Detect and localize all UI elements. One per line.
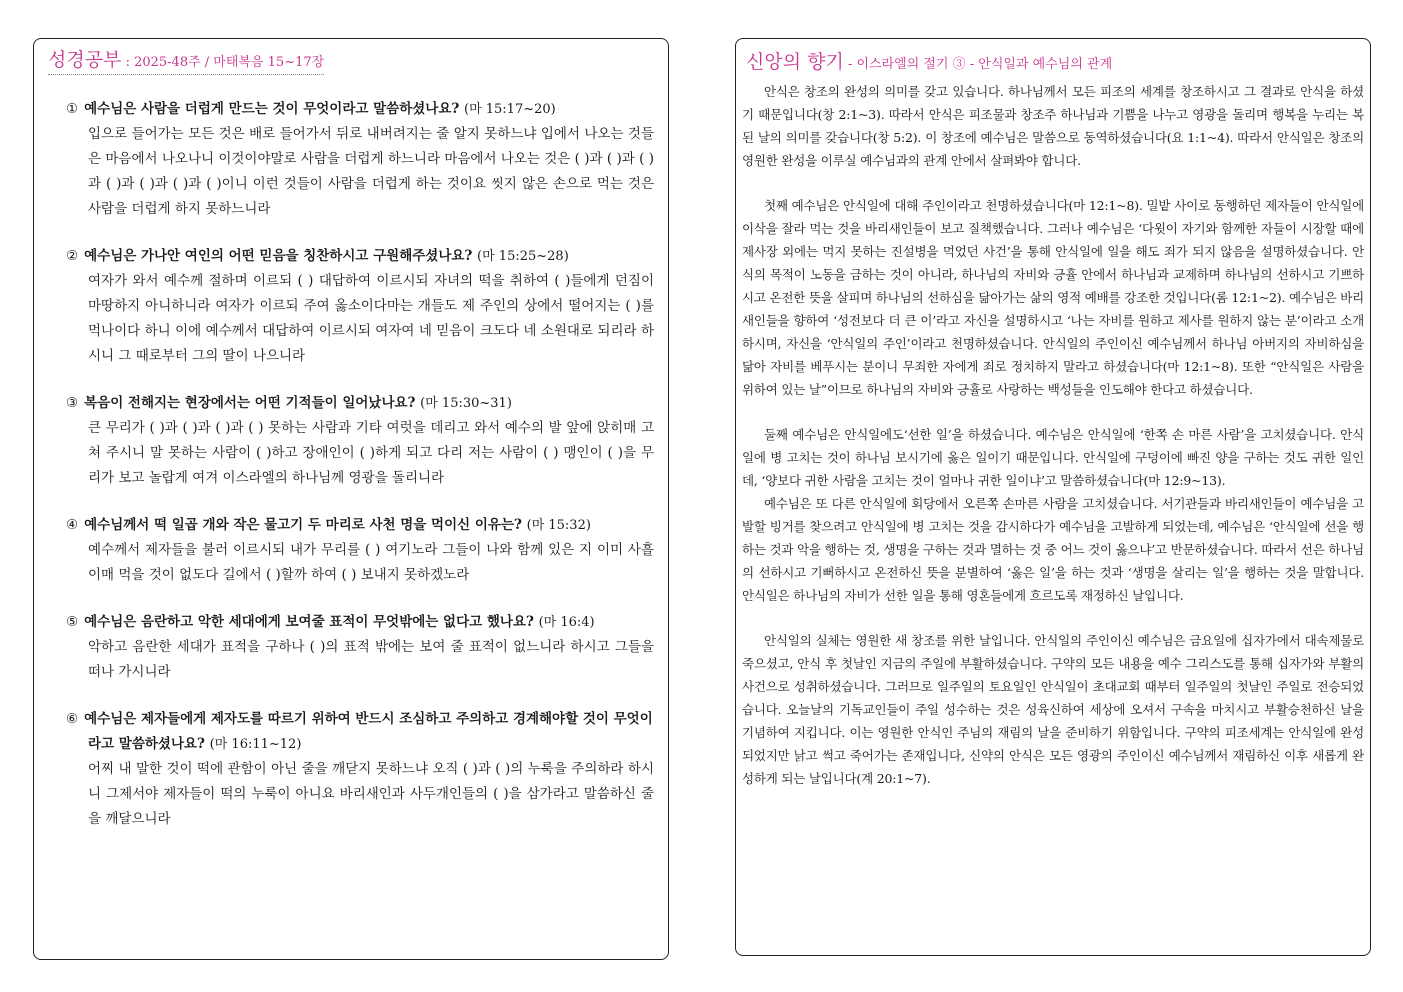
- question-ref: (마 15:25~28): [477, 249, 569, 264]
- question-number: ①: [66, 101, 79, 117]
- question-ref: (마 15:30~31): [420, 396, 512, 411]
- article-paragraph: 둘째 예수님은 안식일에도‘선한 일’을 하셨습니다. 예수님은 안식일에 ‘한쪽 손 마른 사람’을 고치셨습니다. 안식일에 병 고치는 것이 하나님 보시기에 옳은 일이기 때문입니다. 안식일에 구덩이에 빠진 양을 구하는 것도 귀한 일인데, ‘양보다 귀한 사람을 고치는 것이 얼마나 귀한 일이냐’고 말씀하셨습니다(마 12:9~13).: [742, 427, 1364, 488]
- question-5: [66, 610, 654, 685]
- question-title: 예수님께서 떡 일곱 개와 작은 물고기 두 마리로 사천 명을 먹이신 이유는?: [84, 517, 522, 533]
- question-1: [66, 97, 654, 222]
- question-number: ⑥: [66, 711, 79, 727]
- question-6: [66, 707, 654, 832]
- question-title: 복음이 전해지는 현장에서는 어떤 기적들이 일어났나요?: [84, 395, 416, 411]
- question-number: ③: [66, 395, 79, 411]
- question-ref: (마 15:32): [526, 518, 591, 533]
- question-body: 큰 무리가 ( )과 ( )과 ( )과 ( ) 못하는 사람과 기타 여럿을 데리고 와서 예수의 발 앞에 앉히매 고쳐 주시니 말 못하는 사람이 ( )하고 장애인이 ( )하게 되고 다리 저는 사람이 ( ) 맹인이 ( )을 무리가 보고 놀랍게 여겨 이스라엘의 하나님께 영광을 돌리니라: [88, 420, 654, 486]
- question-body: 여자가 와서 예수께 절하며 이르되 ( ) 대답하여 이르시되 자녀의 떡을 취하여 ( )들에게 던짐이 마땅하지 아니하니라 여자가 이르되 주여 옳소이다마는 개들도 제 주인의 상에서 떨어지는 ( )를 먹나이다 하니 이에 예수께서 대답하여 이르시되 여자여 네 믿음이 크도다 네 소원대로 되리라 하시니 그 때로부터 그의 딸이 나으니라: [88, 273, 654, 364]
- bible-study-title: 성경공부: [48, 49, 122, 71]
- article-paragraph: 안식일의 실체는 영원한 새 창조를 위한 날입니다. 안식일의 주인이신 예수님은 금요일에 십자가에서 대속제물로 죽으셨고, 안식 후 첫날인 지금의 주일에 부활하셨습니다. 구약의 모든 내용을 예수 그리스도를 통해 십자가와 부활의 사건으로 성취하셨습니다. 그러므로 일주일의 토요일인 안식일이 초대교회 때부터 일주일의 첫날인 주일로 전승되었습니다. 오늘날의 기독교인들이 주일 성수하는 것은 성육신하여 세상에 오셔서 구속을 마치시고 부활승천하신 날을 기념하여 지킵니다. 이는 영원한 안식인 주님의 재림의 날을 준비하기 위함입니다. 구약의 피조세계는 안식일에 완성되었지만 낡고 썩고 죽어가는 존재입니다, 신약의 안식은 모든 영광의 주인이신 예수님께서 재림하신 이후 새롭게 완성하게 되는 날입니다(계 20:1~7).: [742, 633, 1364, 786]
- question-title: 예수님은 제자들에게 제자도를 따르기 위하여 반드시 조심하고 주의하고 경계해야할 것이 무엇이라고 말씀하셨나요?: [84, 711, 653, 752]
- question-4: [66, 513, 654, 588]
- bible-study-header: [48, 45, 324, 75]
- faith-article-subtitle: - 이스라엘의 절기 ③ - 안식일과 예수님의 관계: [847, 57, 1113, 72]
- question-ref: (마 16:11~12): [209, 737, 302, 752]
- question-3: [66, 391, 654, 491]
- faith-article-header: [746, 47, 1364, 74]
- question-2: [66, 244, 654, 369]
- question-body: 어찌 내 말한 것이 떡에 관함이 아닌 줄을 깨닫지 못하느냐 오직 ( )과 ( )의 누룩을 주의하라 하시니 그제서야 제자들이 떡의 누룩이 아니요 바리새인과 사두개인들의 ( )을 삼가라고 말씀하신 줄을 깨달으니라: [88, 761, 654, 827]
- bible-study-panel: [33, 38, 669, 960]
- question-number: ⑤: [66, 614, 79, 630]
- question-number: ②: [66, 248, 79, 264]
- question-title: 예수님은 음란하고 악한 세대에게 보여줄 표적이 무엇밖에는 없다고 했나요?: [84, 614, 534, 630]
- question-ref: (마 16:4): [538, 615, 595, 630]
- faith-article-title: 신앙의 향기: [746, 51, 844, 73]
- faith-article-panel: [735, 38, 1371, 956]
- question-ref: (마 15:17~20): [464, 102, 556, 117]
- question-body: 악하고 음란한 세대가 표적을 구하나 ( )의 표적 밖에는 보여 줄 표적이 없느니라 하시고 그들을 떠나 가시니라: [88, 639, 654, 680]
- question-title: 예수님은 사람을 더럽게 만드는 것이 무엇이라고 말씀하셨나요?: [84, 101, 460, 117]
- article-paragraph: 첫째 예수님은 안식일에 대해 주인이라고 천명하셨습니다(마 12:1~8). 밀밭 사이로 동행하던 제자들이 안식일에 이삭을 잘라 먹는 것을 바리새인들이 보고 질책했습니다. 그러나 예수님은 ‘다윗이 자기와 함께한 자들이 시장할 때에 제사장 외에는 먹지 못하는 진설병을 먹었던 사건’을 통해 안식일에 일을 해도 죄가 되지 않음을 설명하셨습니다. 안식의 목적이 노동을 금하는 것이 아니라, 하나님의 자비와 긍휼 안에서 하나님과 교제하며 하나님의 선하시고 기쁘하시고 온전한 뜻을 살피며 하나님의 선하심을 닮아가는 삶의 영적 예배를 강조한 것입니다(롬 12:1~2). 예수님은 바리새인들을 향하여 ‘성전보다 더 큰 이’라고 자신을 설명하시고 ‘나는 자비를 원하고 제사를 원하지 않는 분’이라고 소개하시며, 자신을 ‘안식일의 주인’이라고 천명하셨습니다. 안식일의 주인이신 예수님께서 하나님 아버지의 자비하심을 닮아 자비를 베푸시는 분이니 무죄한 자에게 죄로 정치하지 말라고 하셨습니다(마 12:1~8). 또한 “안식일은 사람을 위하여 있는 날”이므로 하나님의 자비와 긍휼로 사랑하는 백성들을 인도해야 한다고 하셨습니다.: [742, 198, 1364, 397]
- question-body: 예수께서 제자들을 불러 이르시되 내가 무리를 ( ) 여기노라 그들이 나와 함께 있은 지 이미 사흘이매 먹을 것이 없도다 길에서 ( )할까 하여 ( ) 보내지 못하겠노라: [88, 542, 654, 583]
- question-title: 예수님은 가나안 여인의 어떤 믿음을 칭찬하시고 구원해주셨나요?: [84, 248, 473, 264]
- bible-study-subtitle: : 2025-48주 / 마태복음 15~17장: [125, 55, 325, 70]
- question-body: 입으로 들어가는 모든 것은 배로 들어가서 뒤로 내버려지는 줄 알지 못하느냐 입에서 나오는 것들은 마음에서 나오나니 이것이야말로 사람을 더럽게 하느니라 마음에서 나오는 것은 ( )과 ( )과 ( )과 ( )과 ( )과 ( )과 ( )이니 이런 것들이 사람을 더럽게 하는 것이요 씻지 않은 손으로 먹는 것은 사람을 더럽게 하지 못하느니라: [88, 126, 654, 217]
- question-number: ④: [66, 517, 79, 533]
- article-paragraph: 예수님은 또 다른 안식일에 회당에서 오른쪽 손마른 사람을 고치셨습니다. 서기관들과 바리새인들이 예수님을 고발할 빙거를 찾으려고 안식일에 병 고치는 것을 감시하다가 예수님을 고발하게 되었는데, 예수님은 ‘안식일에 선을 행하는 것과 악을 행하는 것, 생명을 구하는 것과 멸하는 것 중 어느 것이 옳으냐’고 반문하셨습니다. 따라서 선은 하나님의 선하시고 기뻐하시고 온전하신 뜻을 분별하여 ‘옳은 일’을 하는 것과 ‘생명을 살리는 일’을 행하는 것을 말합니다. 안식일은 하나님의 자비가 선한 일을 통해 영혼들에게 흐르도록 재정하신 날입니다.: [742, 496, 1364, 603]
- article-paragraph: 안식은 창조의 완성의 의미를 갖고 있습니다. 하나님께서 모든 피조의 세계를 창조하시고 그 결과로 안식을 하셨기 때문입니다(창 2:1~3). 따라서 안식은 피조물과 창조주 하나님과 기쁨을 나누고 영광을 돌리며 행복을 누리는 복된 날의 의미를 갖습니다(창 5:2). 이 창조에 예수님은 말씀으로 동역하셨습니다(요 1:1~4). 따라서 안식일은 창조의 영원한 완성을 이루실 예수님과의 관계 안에서 살펴봐야 합니다.: [742, 84, 1364, 168]
